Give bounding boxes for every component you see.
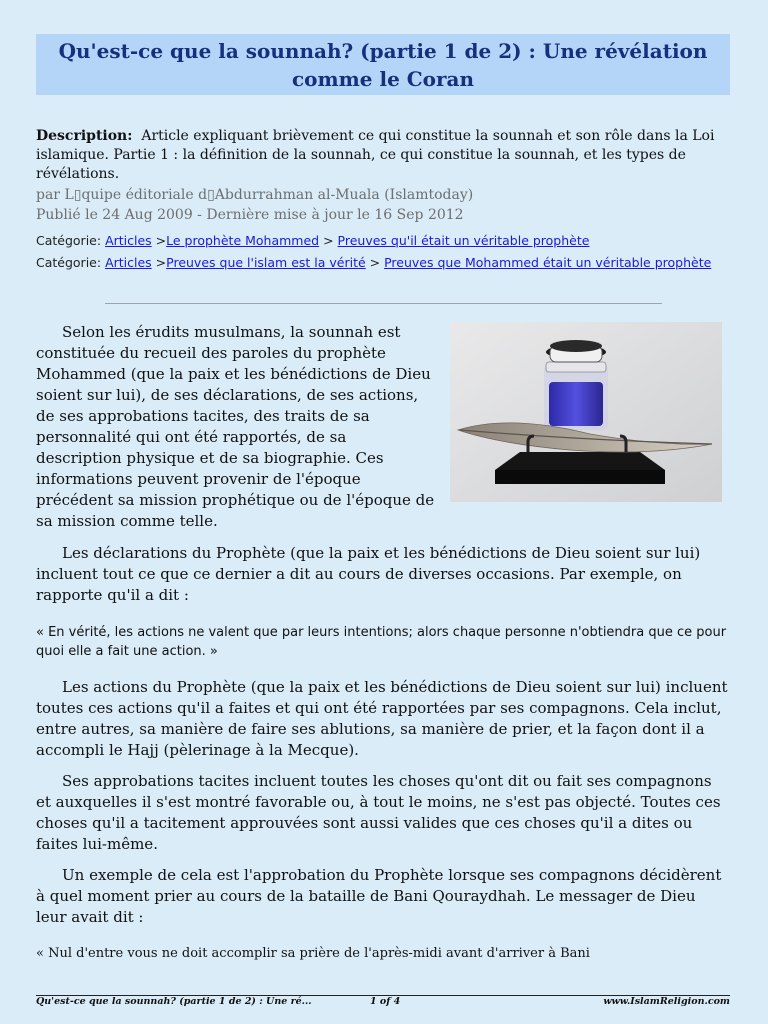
paragraph-1: Selon les érudits musulmans, la sounnah est constituée du recueil des paroles du prophète Mohammed (que la paix et les bénédictions de Dieu soient sur lui), de ses déclarations, de ses actions, de ses approbations tacites, des traits de sa personnalité qui ont été rapportés, de sa description physique et de sa biographie. Ces informations peuvent provenir de l'époque précédent sa mission prophétique ou de l'époque de sa mission comme telle.: [36, 323, 435, 530]
paragraph-5: Un exemple de cela est l'approbation du Prophète lorsque ses compagnons décidèrent à quel moment prier au cours de la bataille de Bani Qouraydhah. Le messager de Dieu leur avait dit :: [36, 866, 722, 926]
category-link-articles[interactable]: Articles: [105, 255, 152, 270]
category-label: Catégorie:: [36, 233, 106, 248]
hadith-quote-1: « En vérité, les actions ne valent que par leurs intentions; alors chaque personne n'obtiendra que ce pour quoi elle a fait une action. »: [36, 625, 727, 659]
category-link-islam-truth[interactable]: Preuves que l'islam est la vérité: [166, 255, 366, 270]
category-line-2: Catégorie: Articles >Preuves que l'islam est la vérité > Preuves que Mohammed était un véritable prophète: [36, 255, 712, 270]
divider: [105, 303, 662, 304]
footer-site: www.IslamReligion.com: [603, 996, 730, 1007]
published-line: Publié le 24 Aug 2009 - Dernière mise à jour le 16 Sep 2012: [36, 207, 464, 223]
title-box: [36, 34, 730, 95]
author-line: par L▯quipe éditoriale d▯Abdurrahman al-Muala (Islamtoday): [36, 187, 474, 203]
category-line-1: Catégorie: Articles >Le prophète Mohammed > Preuves qu'il était un véritable prophète: [36, 233, 590, 248]
paragraph-4: Ses approbations tacites incluent toutes les choses qu'ont dit ou fait ses compagnons et auxquelles il s'est montré favorable ou, à tout le moins, ne s'est pas objecté. Toutes ces choses qu'il a tacitement approuvées sont aussi valides que ces choses qu'il a dites ou faites lui-même.: [36, 772, 721, 853]
description-label: Description:: [36, 128, 133, 144]
category-link-proofs[interactable]: Preuves qu'il était un véritable prophète: [337, 233, 590, 248]
hadith-quote-2: « Nul d'entre vous ne doit accomplir sa prière de l'après-midi avant d'arriver à Bani: [36, 946, 590, 961]
category-link-prophet[interactable]: Le prophète Mohammed: [166, 233, 320, 248]
inkwell-quill-image: [450, 322, 722, 502]
paragraph-2: Les déclarations du Prophète (que la paix et les bénédictions de Dieu soient sur lui) incluent tout ce que ce dernier a dit au cours de diverses occasions. Par exemple, on rapporte qu'il a dit :: [36, 544, 701, 604]
description-text: Article expliquant brièvement ce qui constitue la sounnah et son rôle dans la Loi islamique. Partie 1 : la définition de la sounnah, ce qui constitue la sounnah, et les types de révélations.: [36, 128, 715, 182]
description: [36, 127, 726, 184]
footer-title: Qu'est-ce que la sounnah? (partie 1 de 2) : Une ré...: [36, 996, 312, 1007]
category-link-mohammed-proofs[interactable]: Preuves que Mohammed était un véritable prophète: [384, 255, 712, 270]
page-title: Qu'est-ce que la sounnah? (partie 1 de 2) : Une révélation comme le Coran: [58, 38, 708, 91]
footer-page-number: 1 of 4: [370, 996, 401, 1007]
category-label: Catégorie:: [36, 255, 106, 270]
category-link-articles[interactable]: Articles: [105, 233, 152, 248]
paragraph-3: Les actions du Prophète (que la paix et les bénédictions de Dieu soient sur lui) incluent toutes ces actions qu'il a faites et qui ont été rapportées par ses compagnons. Cela inclut, entre autres, sa manière de faire ses ablutions, sa manière de prier, et la façon dont il a accompli le Hajj (pèlerinage à la Mecque).: [36, 678, 728, 759]
